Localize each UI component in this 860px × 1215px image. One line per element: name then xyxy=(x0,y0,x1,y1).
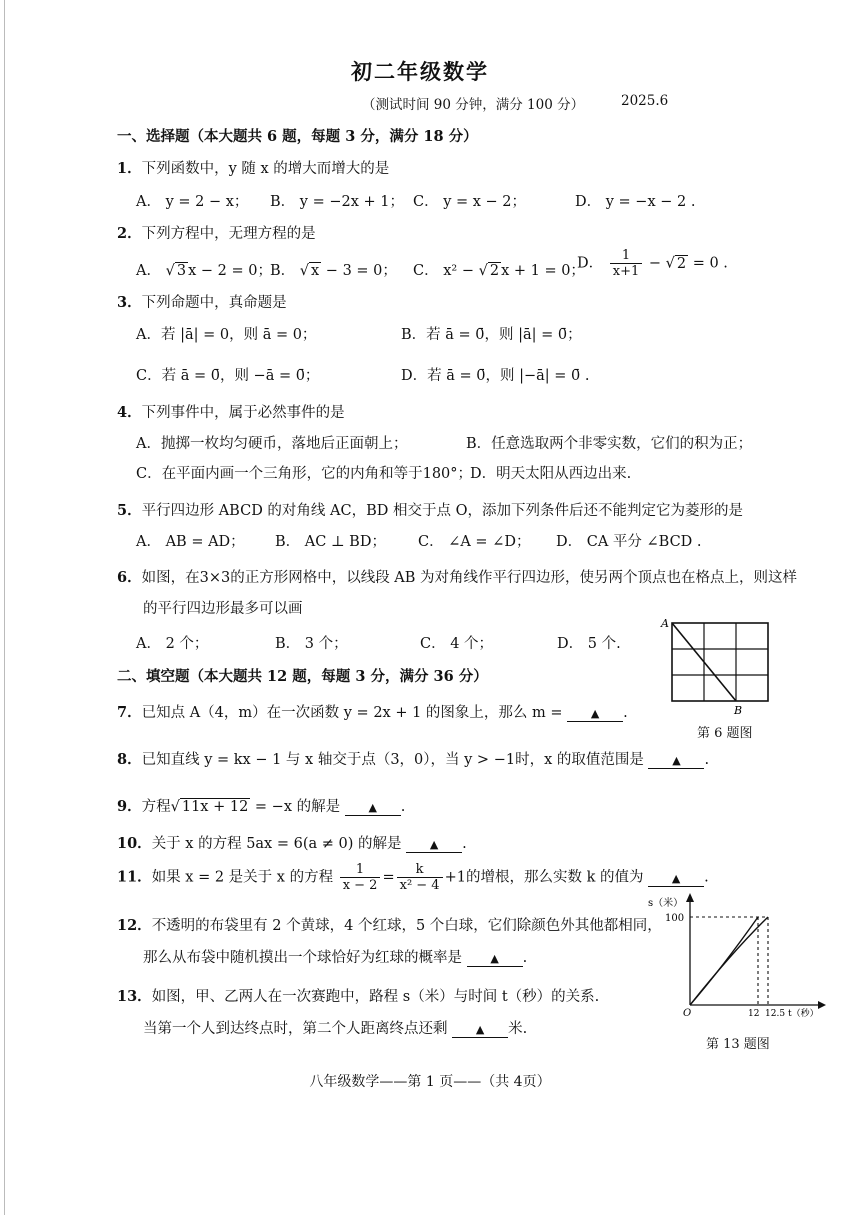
q1-option-d: D． y = −x − 2 . xyxy=(575,194,696,210)
q4-option-a: A．抛掷一枚均匀硬币，落地后正面朝上； xyxy=(136,436,408,452)
point-a-label: A xyxy=(661,617,669,630)
figure-13-caption: 第 13 题图 xyxy=(706,1037,770,1052)
grid-figure-q6 xyxy=(658,615,776,715)
q3-option-d: D．若 ā = 0̄，则 |−ā| = 0̄ . xyxy=(401,368,590,384)
section-1-heading: 一、选择题（本大题共 6 题，每题 3 分，满分 18 分） xyxy=(117,128,478,145)
q4-option-c: C．在平面内画一个三角形，它的内角和等于180°； xyxy=(136,466,473,482)
exam-date: 2025.6 xyxy=(621,93,669,109)
y-axis-arrow xyxy=(686,893,694,902)
question-9: 9．方程√ 11x + 12 = −x 的解是 ▲ . xyxy=(117,798,406,815)
page-edge-line xyxy=(4,0,5,1215)
question-13-line2: 当第一个人到达终点时，第二个人距离终点还剩 ▲ 米. xyxy=(143,1021,528,1037)
q2-option-b: B． √ x − 3 = 0； xyxy=(270,263,397,279)
q4-option-b: B．任意选取两个非零实数，它们的积为正； xyxy=(466,436,753,452)
q3-option-a: A．若 |ā| = 0，则 ā = 0； xyxy=(136,327,317,343)
question-6-stem: 6．如图，在3×3的正方形网格中，以线段 AB 为对角线作平行四边形，使另两个顶点也在格点上，则这样 xyxy=(117,569,798,586)
fraction: $\frac{1}{x - 2}$ xyxy=(340,862,381,893)
question-13: 13．如图，甲、乙两人在一次赛跑中，路程 s（米）与时间 t（秒）的关系. xyxy=(117,988,600,1005)
question-11: 11．如果 x = 2 是关于 x 的方程 $\frac{1}{x - 2}$ = $\frac{k}{\text{x² − 4}}$ +1的增根，那么实数 k 的值为 ▲ . xyxy=(117,862,709,893)
q6-option-d: D． 5 个. xyxy=(557,636,621,652)
q2-option-a: A． √ 3 x − 2 = 0； xyxy=(136,263,272,279)
answer-blank: ▲ xyxy=(345,801,401,816)
question-5-stem: 5．平行四边形 ABCD 的对角线 AC，BD 相交于点 O，添加下列条件后还不能判定它为菱形的是 xyxy=(117,502,743,519)
question-8: 8．已知直线 y = kx − 1 与 x 轴交于点（3，0），当 y > −1时，x 的取值范围是 ▲ . xyxy=(117,751,710,768)
exam-info: （测试时间 90 分钟，满分 100 分） xyxy=(362,97,585,113)
q1-option-a: A． y = 2 − x； xyxy=(136,194,249,210)
grid-border xyxy=(672,623,768,701)
x-axis-label: t（秒） xyxy=(788,1009,819,1019)
q3-option-c: C．若 ā = 0̄，则 −ā = 0̄； xyxy=(136,368,320,384)
q3-option-b: B．若 ā = 0̄，则 |ā| = 0̄； xyxy=(401,327,582,343)
q6-option-a: A． 2 个； xyxy=(136,636,209,652)
answer-blank: ▲ xyxy=(467,952,523,967)
question-12-line2: 那么从布袋中随机摸出一个球恰好为红球的概率是 ▲ . xyxy=(143,950,528,966)
question-12: 12．不透明的布袋里有 2 个黄球，4 个红球，5 个白球，它们除颜色外其他都相同， xyxy=(117,917,662,934)
q5-option-a: A． AB = AD； xyxy=(136,534,245,550)
q1-option-c: C． y = x − 2； xyxy=(413,194,527,210)
question-4-stem: 4．下列事件中，属于必然事件的是 xyxy=(117,404,345,421)
page-title: 初二年级数学 xyxy=(351,59,489,84)
y-axis-label: s（米） xyxy=(648,898,684,909)
q2-option-c: C． x² − √ 2 x + 1 = 0； xyxy=(413,263,585,279)
answer-blank: ▲ xyxy=(648,754,704,769)
x-tick-12: 12 xyxy=(748,1009,760,1019)
point-b-label: B xyxy=(734,704,743,715)
section-2-heading: 二、填空题（本大题共 12 题，每题 3 分，满分 36 分） xyxy=(117,668,488,685)
q2-option-d: D． $\frac{1}{x+1}$ − √ 2 = 0 . xyxy=(577,248,728,279)
answer-blank: ▲ xyxy=(567,707,623,722)
q1-option-b: B． y = −2x + 1； xyxy=(270,194,404,210)
question-6-stem-line2: 的平行四边形最多可以画 xyxy=(143,601,303,617)
q5-option-b: B． AC ⊥ BD； xyxy=(275,534,386,550)
q4-option-d: D．明天太阳从西边出来. xyxy=(470,466,632,482)
q6-option-c: C． 4 个； xyxy=(420,636,494,652)
answer-blank: ▲ xyxy=(648,872,704,887)
question-10: 10．关于 x 的方程 5ax = 6(a ≠ 0) 的解是 ▲ . xyxy=(117,835,467,852)
figure-6-caption: 第 6 题图 xyxy=(697,726,753,741)
x-tick-12-5: 12.5 xyxy=(765,1009,786,1019)
origin-label: O xyxy=(683,1008,692,1019)
page-footer: 八年级数学——第 1 页——（共 4页） xyxy=(309,1074,551,1090)
answer-blank: ▲ xyxy=(406,838,462,853)
fraction: $\frac{1}{x+1}$ xyxy=(610,248,643,279)
fraction: $\frac{k}{\text{x² − 4}}$ xyxy=(397,862,443,893)
answer-blank: ▲ xyxy=(452,1023,508,1038)
distance-time-graph-q13 xyxy=(648,890,828,1020)
question-7: 7．已知点 A（4，m）在一次函数 y = 2x + 1 的图象上，那么 m = ▲ . xyxy=(117,704,628,721)
q6-option-b: B． 3 个； xyxy=(275,636,348,652)
question-2-stem: 2．下列方程中，无理方程的是 xyxy=(117,225,316,242)
y-tick-100: 100 xyxy=(665,913,685,924)
q5-option-c: C． ∠A = ∠D； xyxy=(418,534,531,550)
x-axis-arrow xyxy=(818,1001,826,1009)
q5-option-d: D． CA 平分 ∠BCD . xyxy=(556,534,702,550)
question-1-stem: 1．下列函数中，y 随 x 的增大而增大的是 xyxy=(117,160,390,177)
question-3-stem: 3．下列命题中，真命题是 xyxy=(117,294,287,311)
